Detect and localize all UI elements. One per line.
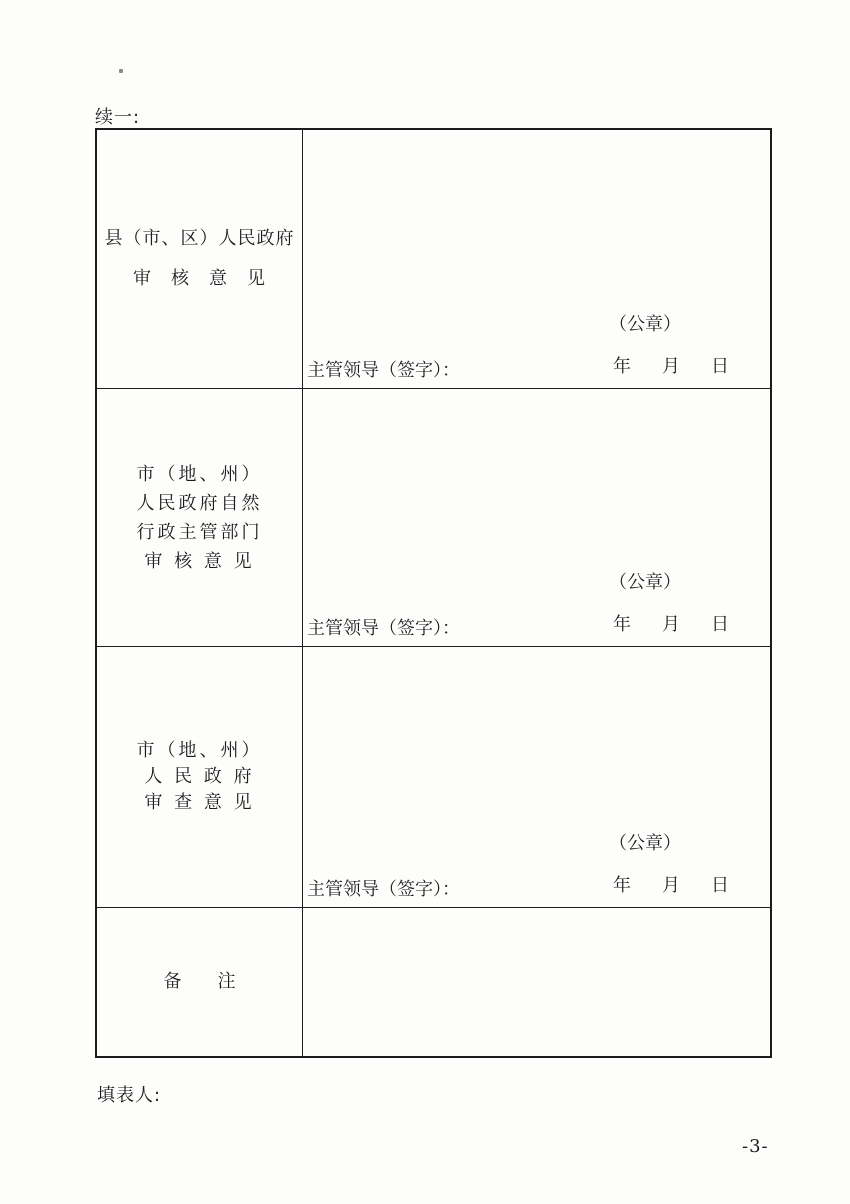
month-label: 月 — [662, 356, 680, 377]
year-label: 年 — [613, 875, 631, 896]
row-header-city-dept-review — [97, 389, 303, 647]
scan-artifact-speck — [119, 69, 123, 73]
remarks-area[interactable] — [303, 908, 770, 1056]
month-label: 月 — [662, 614, 680, 635]
row-header-line: 人 民 政 府 — [144, 766, 255, 787]
continuation-label: 续一: — [95, 107, 141, 128]
row-header-remarks — [97, 908, 303, 1056]
signature-line — [307, 614, 770, 639]
seal-placeholder-label: （公章） — [609, 572, 681, 593]
page-number: -3- — [742, 1136, 769, 1157]
day-label: 日 — [711, 875, 729, 896]
opinion-area-county-government[interactable] — [303, 130, 770, 389]
opinion-area-city-dept[interactable] — [303, 389, 770, 647]
row-header-city-government-examination — [97, 647, 303, 908]
day-label: 日 — [711, 614, 729, 635]
row-header-line: 审 核 意 见 — [133, 268, 266, 289]
year-label: 年 — [613, 356, 631, 377]
date-fields — [613, 610, 729, 636]
row-header-line: 备 注 — [163, 971, 236, 992]
row-header-county-government-review — [97, 130, 303, 389]
date-fields — [613, 871, 729, 897]
seal-placeholder-label: （公章） — [609, 833, 681, 854]
row-header-line: 市（地、州） — [136, 463, 263, 485]
date-fields — [613, 352, 729, 378]
row-header-line: 市（地、州） — [136, 740, 263, 761]
year-label: 年 — [613, 614, 631, 635]
signature-line — [307, 875, 770, 900]
day-label: 日 — [711, 356, 729, 377]
row-header-line: 审 查 意 见 — [144, 792, 255, 813]
row-header-line: 行政主管部门 — [136, 521, 263, 543]
signature-label: 主管领导（签字）： — [307, 360, 460, 381]
row-header-line: 审 核 意 见 — [144, 550, 255, 572]
row-header-line: 人民政府自然 — [136, 492, 263, 514]
row-header-line: 县（市、区）人民政府 — [104, 228, 295, 249]
signature-line — [307, 356, 770, 381]
approval-opinions-table — [95, 128, 772, 1058]
form-filler-label: 填表人: — [97, 1085, 162, 1106]
signature-label: 主管领导（签字）： — [307, 618, 460, 639]
signature-label: 主管领导（签字）： — [307, 879, 460, 900]
month-label: 月 — [662, 875, 680, 896]
seal-placeholder-label: （公章） — [609, 314, 681, 335]
opinion-area-city-government[interactable] — [303, 647, 770, 908]
